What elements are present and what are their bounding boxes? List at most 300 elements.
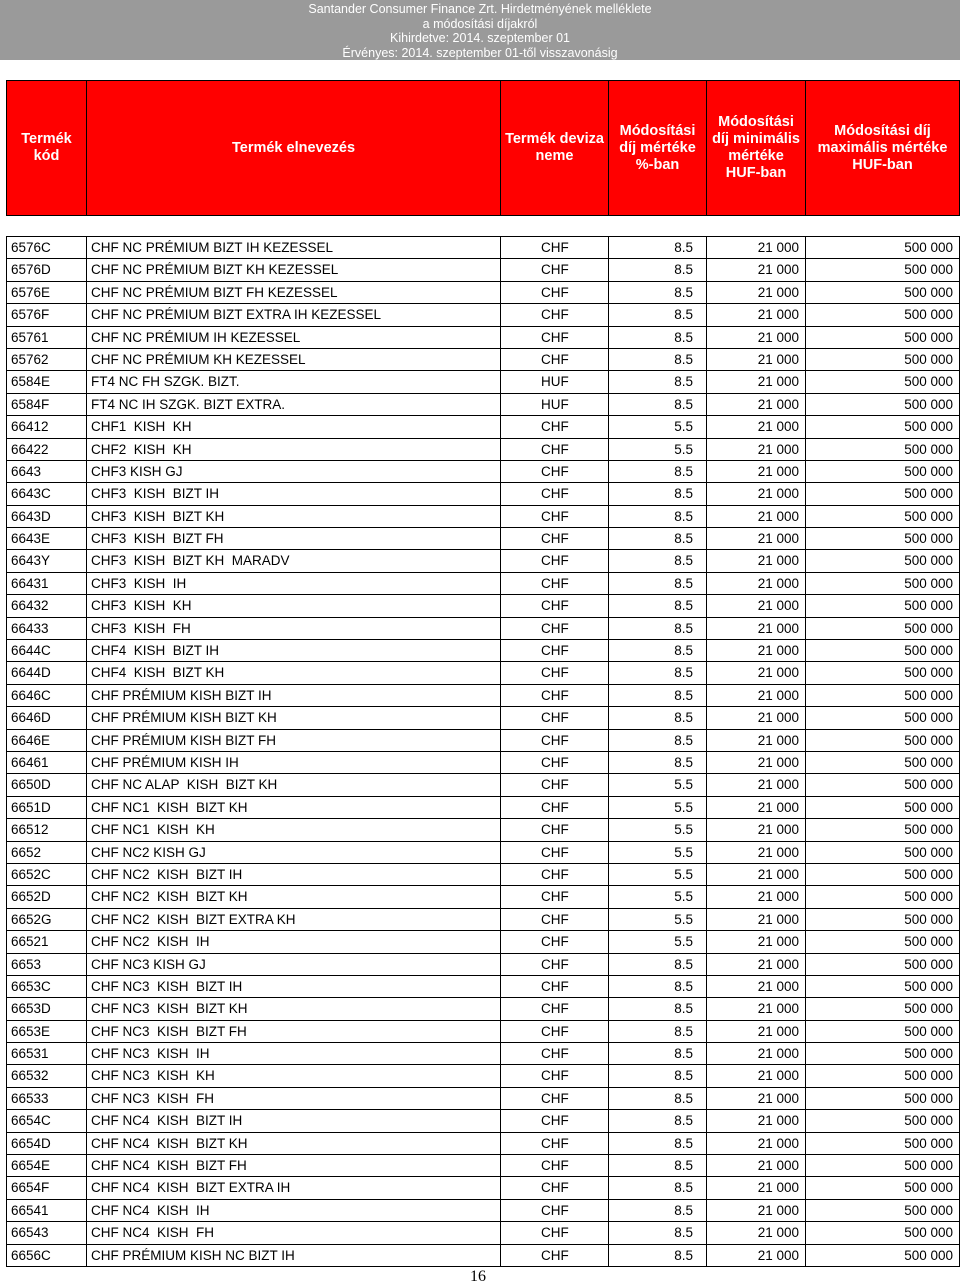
cell-product-code: 6653E [7,1021,87,1042]
cell-currency: CHF [501,461,609,482]
cell-currency: HUF [501,394,609,415]
cell-product-code: 6643C [7,483,87,504]
cell-fee-min: 21 000 [707,573,806,594]
title-line-1: Santander Consumer Finance Zrt. Hirdetményének melléklete [308,2,652,16]
cell-fee-max: 500 000 [904,866,953,882]
cell-fee-max: 500 000 [904,732,953,748]
cell-currency: CHF [501,954,609,975]
cell-product-name: CHF3 KISH BIZT KH [87,506,501,527]
cell-product-code: 6652C [7,864,87,885]
cell-product-code: 6576F [7,304,87,325]
cell-currency: CHF [501,573,609,594]
cell-product-name: CHF NC3 KISH BIZT KH [87,998,501,1019]
header-fee-min: Módosítási díj minimális mértéke HUF-ban [707,81,806,215]
table-row [7,550,959,572]
cell-fee-percent: 8.5 [609,506,707,527]
cell-product-code: 66543 [7,1222,87,1243]
cell-fee-min: 21 000 [707,618,806,639]
table-row [7,304,959,326]
cell-fee-min: 21 000 [707,1155,806,1176]
table-row [7,842,959,864]
cell-fee-min: 21 000 [707,864,806,885]
cell-fee-percent: 8.5 [609,730,707,751]
table-header [6,80,960,216]
cell-product-name: CHF NC PRÉMIUM KH KEZESSEL [87,349,501,370]
cell-product-code: 65761 [7,327,87,348]
cell-fee-min: 21 000 [707,371,806,392]
cell-currency: CHF [501,483,609,504]
title-line-4: Érvényes: 2014. szeptember 01-től visszavonásig [342,45,618,60]
cell-product-name: CHF3 KISH BIZT IH [87,483,501,504]
cell-product-code: 6654C [7,1110,87,1131]
cell-currency: CHF [501,819,609,840]
cell-currency: CHF [501,1133,609,1154]
cell-fee-min: 21 000 [707,730,806,751]
cell-product-code: 6576C [7,237,87,258]
cell-fee-percent: 8.5 [609,998,707,1019]
cell-currency: CHF [501,685,609,706]
cell-product-name: CHF NC4 KISH BIZT EXTRA IH [87,1177,501,1198]
cell-product-code: 6653D [7,998,87,1019]
table-row [7,573,959,595]
cell-fee-percent: 5.5 [609,931,707,952]
cell-fee-percent: 5.5 [609,842,707,863]
cell-currency: CHF [501,1065,609,1086]
cell-product-name: CHF NC2 KISH BIZT EXTRA KH [87,909,501,930]
cell-fee-max: 500 000 [904,553,953,569]
cell-fee-min: 21 000 [707,1088,806,1109]
cell-fee-min: 21 000 [707,886,806,907]
cell-product-name: CHF NC3 KISH GJ [87,954,501,975]
cell-fee-max: 500 000 [904,441,953,457]
cell-product-name: CHF NC PRÉMIUM IH KEZESSEL [87,327,501,348]
table-row [7,774,959,796]
cell-fee-percent: 8.5 [609,259,707,280]
table-row [7,528,959,550]
cell-currency: CHF [501,1177,609,1198]
cell-product-name: CHF NC3 KISH BIZT FH [87,1021,501,1042]
cell-product-name: CHF NC3 KISH FH [87,1088,501,1109]
cell-product-code: 65762 [7,349,87,370]
cell-product-name: CHF NC2 KISH BIZT IH [87,864,501,885]
cell-fee-max: 500 000 [904,262,953,278]
cell-fee-percent: 8.5 [609,1133,707,1154]
cell-currency: CHF [501,550,609,571]
cell-product-code: 6584F [7,394,87,415]
cell-fee-max: 500 000 [904,934,953,950]
cell-fee-min: 21 000 [707,237,806,258]
cell-fee-percent: 5.5 [609,909,707,930]
cell-currency: CHF [501,640,609,661]
cell-fee-min: 21 000 [707,976,806,997]
cell-product-code: 66422 [7,439,87,460]
cell-fee-max: 500 000 [904,1180,953,1196]
cell-product-name: CHF3 KISH GJ [87,461,501,482]
cell-product-name: CHF NC PRÉMIUM BIZT IH KEZESSEL [87,237,501,258]
cell-product-name: CHF NC4 KISH BIZT IH [87,1110,501,1131]
cell-fee-max: 500 000 [904,844,953,860]
cell-currency: CHF [501,842,609,863]
cell-fee-percent: 8.5 [609,685,707,706]
table-row [7,864,959,886]
cell-fee-min: 21 000 [707,327,806,348]
cell-fee-min: 21 000 [707,954,806,975]
table-row [7,483,959,505]
cell-currency: CHF [501,909,609,930]
cell-fee-max: 500 000 [904,911,953,927]
cell-fee-min: 21 000 [707,1021,806,1042]
cell-fee-percent: 8.5 [609,528,707,549]
cell-product-name: CHF NC1 KISH BIZT KH [87,797,501,818]
cell-fee-percent: 5.5 [609,819,707,840]
cell-fee-min: 21 000 [707,1065,806,1086]
cell-fee-max: 500 000 [904,419,953,435]
cell-product-code: 6652G [7,909,87,930]
cell-fee-max: 500 000 [904,284,953,300]
cell-product-name: CHF PRÉMIUM KISH NC BIZT IH [87,1245,501,1266]
cell-fee-min: 21 000 [707,909,806,930]
fee-table [6,236,960,1267]
cell-fee-max: 500 000 [904,240,953,255]
cell-currency: CHF [501,752,609,773]
cell-product-name: CHF NC4 KISH FH [87,1222,501,1243]
cell-product-code: 6652D [7,886,87,907]
cell-currency: CHF [501,506,609,527]
cell-product-code: 66433 [7,618,87,639]
cell-product-code: 6646E [7,730,87,751]
table-row [7,1200,959,1222]
cell-fee-max: 500 000 [904,665,953,681]
cell-product-name: CHF NC1 KISH KH [87,819,501,840]
cell-currency: CHF [501,976,609,997]
header-currency: Termék deviza neme [501,81,609,215]
table-row [7,237,959,259]
cell-product-code: 6646C [7,685,87,706]
cell-product-name: CHF NC2 KISH IH [87,931,501,952]
cell-fee-max: 500 000 [904,710,953,726]
cell-product-code: 66412 [7,416,87,437]
cell-fee-max: 500 000 [904,329,953,345]
cell-product-code: 6653C [7,976,87,997]
cell-product-code: 6576E [7,282,87,303]
cell-fee-max: 500 000 [904,463,953,479]
cell-fee-percent: 5.5 [609,864,707,885]
cell-fee-min: 21 000 [707,1110,806,1131]
table-row [7,662,959,684]
cell-fee-min: 21 000 [707,640,806,661]
cell-product-code: 6652 [7,842,87,863]
cell-fee-percent: 8.5 [609,282,707,303]
table-row [7,259,959,281]
cell-product-code: 66432 [7,595,87,616]
cell-fee-percent: 8.5 [609,550,707,571]
cell-currency: CHF [501,327,609,348]
cell-product-name: CHF NC4 KISH IH [87,1200,501,1221]
cell-product-name: CHF NC4 KISH BIZT FH [87,1155,501,1176]
cell-product-name: CHF NC ALAP KISH BIZT KH [87,774,501,795]
cell-currency: CHF [501,1043,609,1064]
table-row [7,954,959,976]
cell-product-name: CHF NC2 KISH GJ [87,842,501,863]
cell-fee-min: 21 000 [707,461,806,482]
cell-product-code: 6651D [7,797,87,818]
cell-fee-max: 500 000 [904,754,953,770]
cell-product-name: CHF3 KISH FH [87,618,501,639]
cell-fee-percent: 5.5 [609,797,707,818]
table-row [7,819,959,841]
cell-fee-percent: 8.5 [609,1021,707,1042]
cell-fee-min: 21 000 [707,506,806,527]
cell-fee-percent: 8.5 [609,1110,707,1131]
cell-fee-max: 500 000 [904,508,953,524]
table-row [7,886,959,908]
cell-fee-min: 21 000 [707,1133,806,1154]
cell-fee-percent: 8.5 [609,1043,707,1064]
cell-fee-max: 500 000 [904,575,953,591]
table-row [7,282,959,304]
table-row [7,797,959,819]
cell-currency: CHF [501,595,609,616]
cell-product-name: CHF3 KISH BIZT FH [87,528,501,549]
cell-fee-max: 500 000 [904,777,953,793]
cell-currency: CHF [501,707,609,728]
table-row [7,1177,959,1199]
header-fee-percent: Módosítási díj mértéke %-ban [609,81,707,215]
cell-currency: CHF [501,349,609,370]
cell-product-name: CHF3 KISH BIZT KH MARADV [87,550,501,571]
document-title-block [0,0,960,60]
cell-fee-percent: 8.5 [609,1155,707,1176]
cell-fee-max: 500 000 [904,687,953,703]
cell-currency: CHF [501,1021,609,1042]
cell-fee-percent: 8.5 [609,1088,707,1109]
cell-product-code: 66521 [7,931,87,952]
table-row [7,394,959,416]
table-row [7,371,959,393]
cell-product-code: 6646D [7,707,87,728]
cell-product-name: CHF1 KISH KH [87,416,501,437]
cell-fee-max: 500 000 [904,1225,953,1241]
cell-fee-min: 21 000 [707,774,806,795]
cell-product-name: CHF PRÉMIUM KISH BIZT KH [87,707,501,728]
cell-fee-percent: 5.5 [609,774,707,795]
cell-fee-percent: 8.5 [609,954,707,975]
table-row [7,909,959,931]
cell-fee-max: 500 000 [904,351,953,367]
cell-product-name: CHF NC3 KISH KH [87,1065,501,1086]
table-row [7,1155,959,1177]
cell-fee-percent: 8.5 [609,976,707,997]
cell-fee-max: 500 000 [904,889,953,905]
cell-product-code: 66531 [7,1043,87,1064]
cell-currency: CHF [501,998,609,1019]
table-row [7,1110,959,1132]
table-row [7,1245,959,1267]
table-row [7,730,959,752]
cell-fee-min: 21 000 [707,752,806,773]
cell-fee-max: 500 000 [904,956,953,972]
cell-product-name: CHF NC2 KISH BIZT KH [87,886,501,907]
cell-product-code: 6576D [7,259,87,280]
cell-fee-max: 500 000 [904,374,953,390]
table-row [7,752,959,774]
cell-fee-percent: 8.5 [609,394,707,415]
cell-product-name: FT4 NC IH SZGK. BIZT EXTRA. [87,394,501,415]
cell-fee-percent: 8.5 [609,640,707,661]
cell-product-code: 6644C [7,640,87,661]
cell-fee-min: 21 000 [707,797,806,818]
cell-fee-percent: 8.5 [609,461,707,482]
table-row [7,595,959,617]
cell-fee-max: 500 000 [904,1202,953,1218]
cell-fee-min: 21 000 [707,998,806,1019]
table-row [7,1088,959,1110]
cell-currency: CHF [501,1110,609,1131]
table-row [7,640,959,662]
cell-fee-max: 500 000 [904,1090,953,1106]
cell-fee-max: 500 000 [904,643,953,659]
cell-fee-percent: 8.5 [609,237,707,258]
table-row [7,707,959,729]
cell-fee-min: 21 000 [707,282,806,303]
cell-fee-max: 500 000 [904,1046,953,1062]
table-row [7,1222,959,1244]
title-line-3: Kihirdetve: 2014. szeptember 01 [390,31,570,45]
header-product-code: Termék kód [7,81,87,215]
cell-product-code: 6653 [7,954,87,975]
table-row [7,1021,959,1043]
cell-fee-percent: 8.5 [609,304,707,325]
cell-fee-max: 500 000 [904,486,953,502]
cell-fee-percent: 8.5 [609,618,707,639]
cell-product-name: CHF PRÉMIUM KISH BIZT IH [87,685,501,706]
cell-fee-max: 500 000 [904,1023,953,1039]
table-row [7,618,959,640]
cell-fee-min: 21 000 [707,349,806,370]
cell-product-name: CHF3 KISH IH [87,573,501,594]
cell-fee-percent: 8.5 [609,662,707,683]
cell-fee-min: 21 000 [707,1177,806,1198]
table-row [7,439,959,461]
cell-fee-min: 21 000 [707,707,806,728]
cell-product-code: 6643Y [7,550,87,571]
cell-product-name: CHF4 KISH BIZT KH [87,662,501,683]
cell-currency: CHF [501,730,609,751]
cell-fee-max: 500 000 [904,1113,953,1129]
cell-product-code: 66541 [7,1200,87,1221]
cell-currency: CHF [501,1088,609,1109]
cell-product-name: CHF NC3 KISH IH [87,1043,501,1064]
cell-product-name: CHF PRÉMIUM KISH BIZT FH [87,730,501,751]
cell-fee-min: 21 000 [707,483,806,504]
cell-fee-percent: 8.5 [609,1222,707,1243]
table-row [7,1043,959,1065]
cell-fee-min: 21 000 [707,685,806,706]
cell-fee-max: 500 000 [904,531,953,547]
cell-fee-percent: 8.5 [609,371,707,392]
cell-currency: CHF [501,618,609,639]
table-row [7,349,959,371]
cell-product-name: CHF NC4 KISH BIZT KH [87,1133,501,1154]
cell-fee-max: 500 000 [904,822,953,838]
cell-fee-percent: 5.5 [609,886,707,907]
cell-fee-min: 21 000 [707,1245,806,1266]
table-row [7,1065,959,1087]
table-row [7,461,959,483]
page-number: 16 [470,1268,486,1285]
cell-product-name: CHF NC3 KISH BIZT IH [87,976,501,997]
cell-product-code: 6644D [7,662,87,683]
cell-currency: CHF [501,931,609,952]
cell-currency: CHF [501,304,609,325]
cell-currency: CHF [501,1245,609,1266]
header-fee-max: Módosítási díj maximális mértéke HUF-ban [806,81,959,215]
cell-product-code: 66533 [7,1088,87,1109]
cell-currency: CHF [501,237,609,258]
cell-product-name: FT4 NC FH SZGK. BIZT. [87,371,501,392]
cell-currency: CHF [501,774,609,795]
cell-fee-max: 500 000 [904,978,953,994]
cell-product-code: 6650D [7,774,87,795]
cell-product-code: 6643D [7,506,87,527]
cell-product-name: CHF NC PRÉMIUM BIZT KH KEZESSEL [87,259,501,280]
cell-currency: CHF [501,259,609,280]
table-row [7,327,959,349]
cell-currency: CHF [501,864,609,885]
cell-currency: CHF [501,886,609,907]
table-row [7,506,959,528]
cell-currency: CHF [501,439,609,460]
cell-fee-min: 21 000 [707,1222,806,1243]
cell-currency: CHF [501,1222,609,1243]
cell-fee-min: 21 000 [707,595,806,616]
cell-fee-max: 500 000 [904,396,953,412]
cell-product-name: CHF PRÉMIUM KISH IH [87,752,501,773]
table-row [7,416,959,438]
cell-product-code: 6654D [7,1133,87,1154]
cell-product-name: CHF4 KISH BIZT IH [87,640,501,661]
cell-fee-percent: 8.5 [609,1245,707,1266]
cell-fee-percent: 8.5 [609,1177,707,1198]
cell-fee-max: 500 000 [904,598,953,614]
header-product-name: Termék elnevezés [87,81,501,215]
cell-fee-max: 500 000 [904,1158,953,1174]
cell-product-code: 6584E [7,371,87,392]
cell-currency: CHF [501,797,609,818]
cell-fee-percent: 5.5 [609,416,707,437]
cell-currency: CHF [501,282,609,303]
table-row [7,931,959,953]
cell-product-code: 66431 [7,573,87,594]
cell-product-name: CHF2 KISH KH [87,439,501,460]
cell-fee-min: 21 000 [707,662,806,683]
cell-fee-percent: 8.5 [609,752,707,773]
cell-fee-min: 21 000 [707,439,806,460]
cell-product-code: 66512 [7,819,87,840]
cell-fee-percent: 5.5 [609,439,707,460]
cell-fee-min: 21 000 [707,394,806,415]
cell-product-code: 66532 [7,1065,87,1086]
cell-fee-percent: 8.5 [609,1065,707,1086]
cell-fee-min: 21 000 [707,819,806,840]
cell-fee-percent: 8.5 [609,595,707,616]
cell-fee-min: 21 000 [707,931,806,952]
cell-fee-min: 21 000 [707,1043,806,1064]
cell-currency: CHF [501,416,609,437]
cell-fee-min: 21 000 [707,528,806,549]
cell-currency: CHF [501,662,609,683]
cell-fee-max: 500 000 [904,1068,953,1084]
